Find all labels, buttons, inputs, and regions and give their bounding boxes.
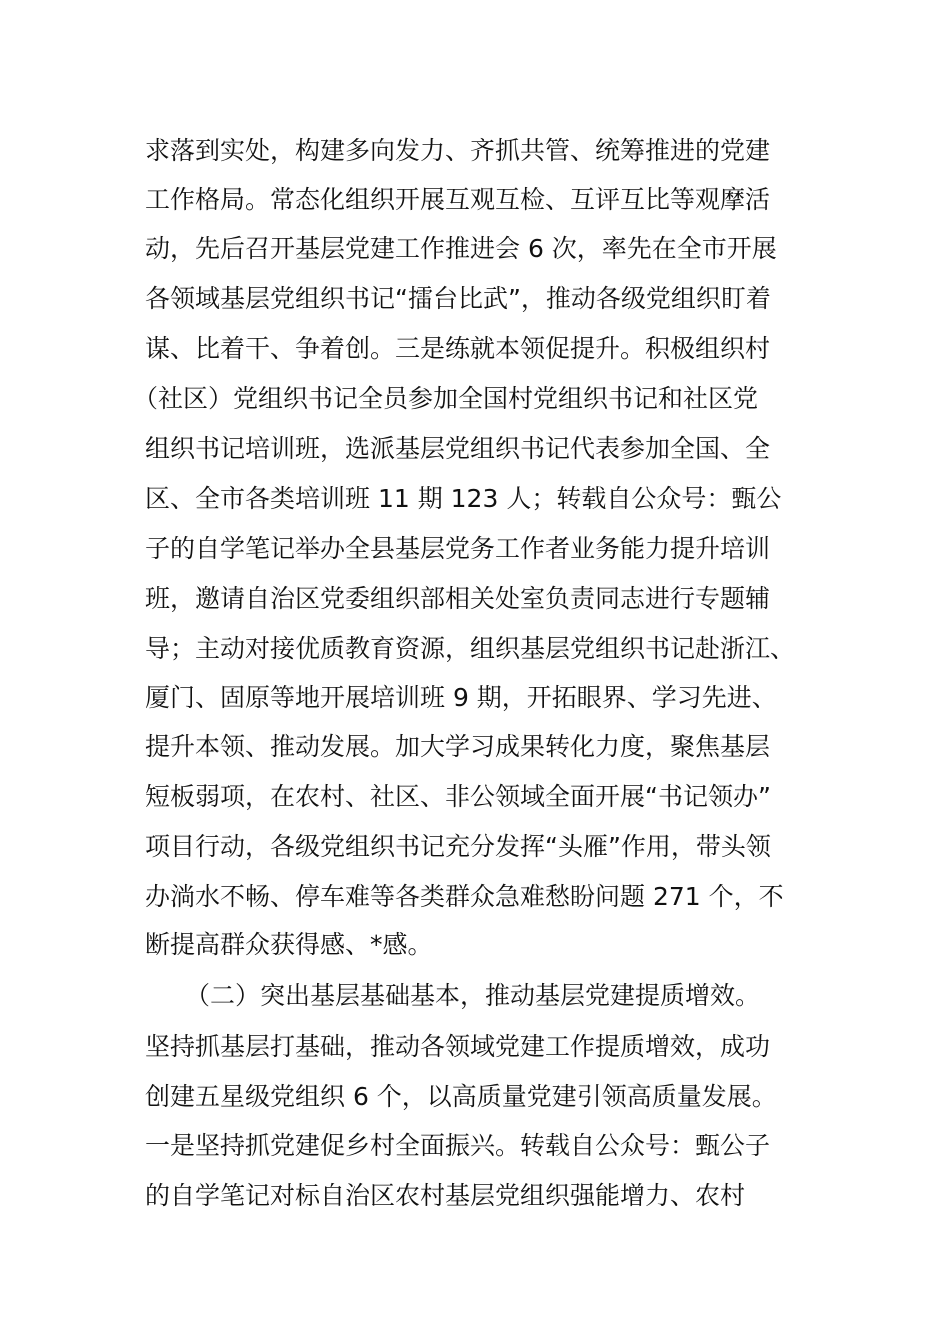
text-line: 子的自学笔记举办全县基层党务工作者业务能力提升培训: [145, 534, 771, 563]
text-line: 一是坚持抓党建促乡村全面振兴。转载自公众号：甄公子: [145, 1131, 771, 1160]
text-line: 短板弱项，在农村、社区、非公领域全面开展“书记领办”: [145, 782, 771, 811]
text-line: （社区）党组织书记全员参加全国村党组织书记和社区党: [133, 384, 759, 413]
text-line: 谋、比着干、争着创。三是练就本领促提升。积极组织村: [145, 334, 771, 363]
text-line: 求落到实处，构建多向发力、齐抓共管、统筹推进的党建: [145, 136, 771, 165]
text-line: 区、全市各类培训班 11 期 123 人；转载自公众号：甄公: [145, 484, 782, 513]
text-line: 项目行动，各级党组织书记充分发挥“头雁”作用，带头领: [145, 832, 771, 861]
text-line: 坚持抓基层打基础，推动各领域党建工作提质增效，成功: [145, 1032, 771, 1061]
text-line: 创建五星级党组织 6 个，以高质量党建引领高质量发展。: [145, 1082, 777, 1111]
text-line: 工作格局。常态化组织开展互观互检、互评互比等观摩活: [145, 185, 771, 214]
text-line: 各领域基层党组织书记“擂台比武”，推动各级党组织盯着: [145, 284, 771, 313]
text-line: 提升本领、推动发展。加大学习成果转化力度，聚焦基层: [145, 732, 771, 761]
section-heading: （二）突出基层基础基本，推动基层党建提质增效。: [185, 981, 761, 1010]
text-line: 办淌水不畅、停车难等各类群众急难愁盼问题 271 个，不: [145, 882, 784, 911]
text-line: 的自学笔记对标自治区农村基层党组织强能增力、农村: [145, 1181, 746, 1210]
text-line: 动，先后召开基层党建工作推进会 6 次，率先在全市开展: [145, 234, 777, 263]
text-line: 断提高群众获得感、*感。: [145, 930, 433, 959]
text-line: 导；主动对接优质教育资源，组织基层党组织书记赴浙江、: [145, 634, 796, 663]
text-line: 班，邀请自治区党委组织部相关处室负责同志进行专题辅: [145, 584, 771, 613]
text-line: 组织书记培训班，选派基层党组织书记代表参加全国、全: [145, 434, 771, 463]
text-line: 厦门、固原等地开展培训班 9 期，开拓眼界、学习先进、: [145, 683, 777, 712]
